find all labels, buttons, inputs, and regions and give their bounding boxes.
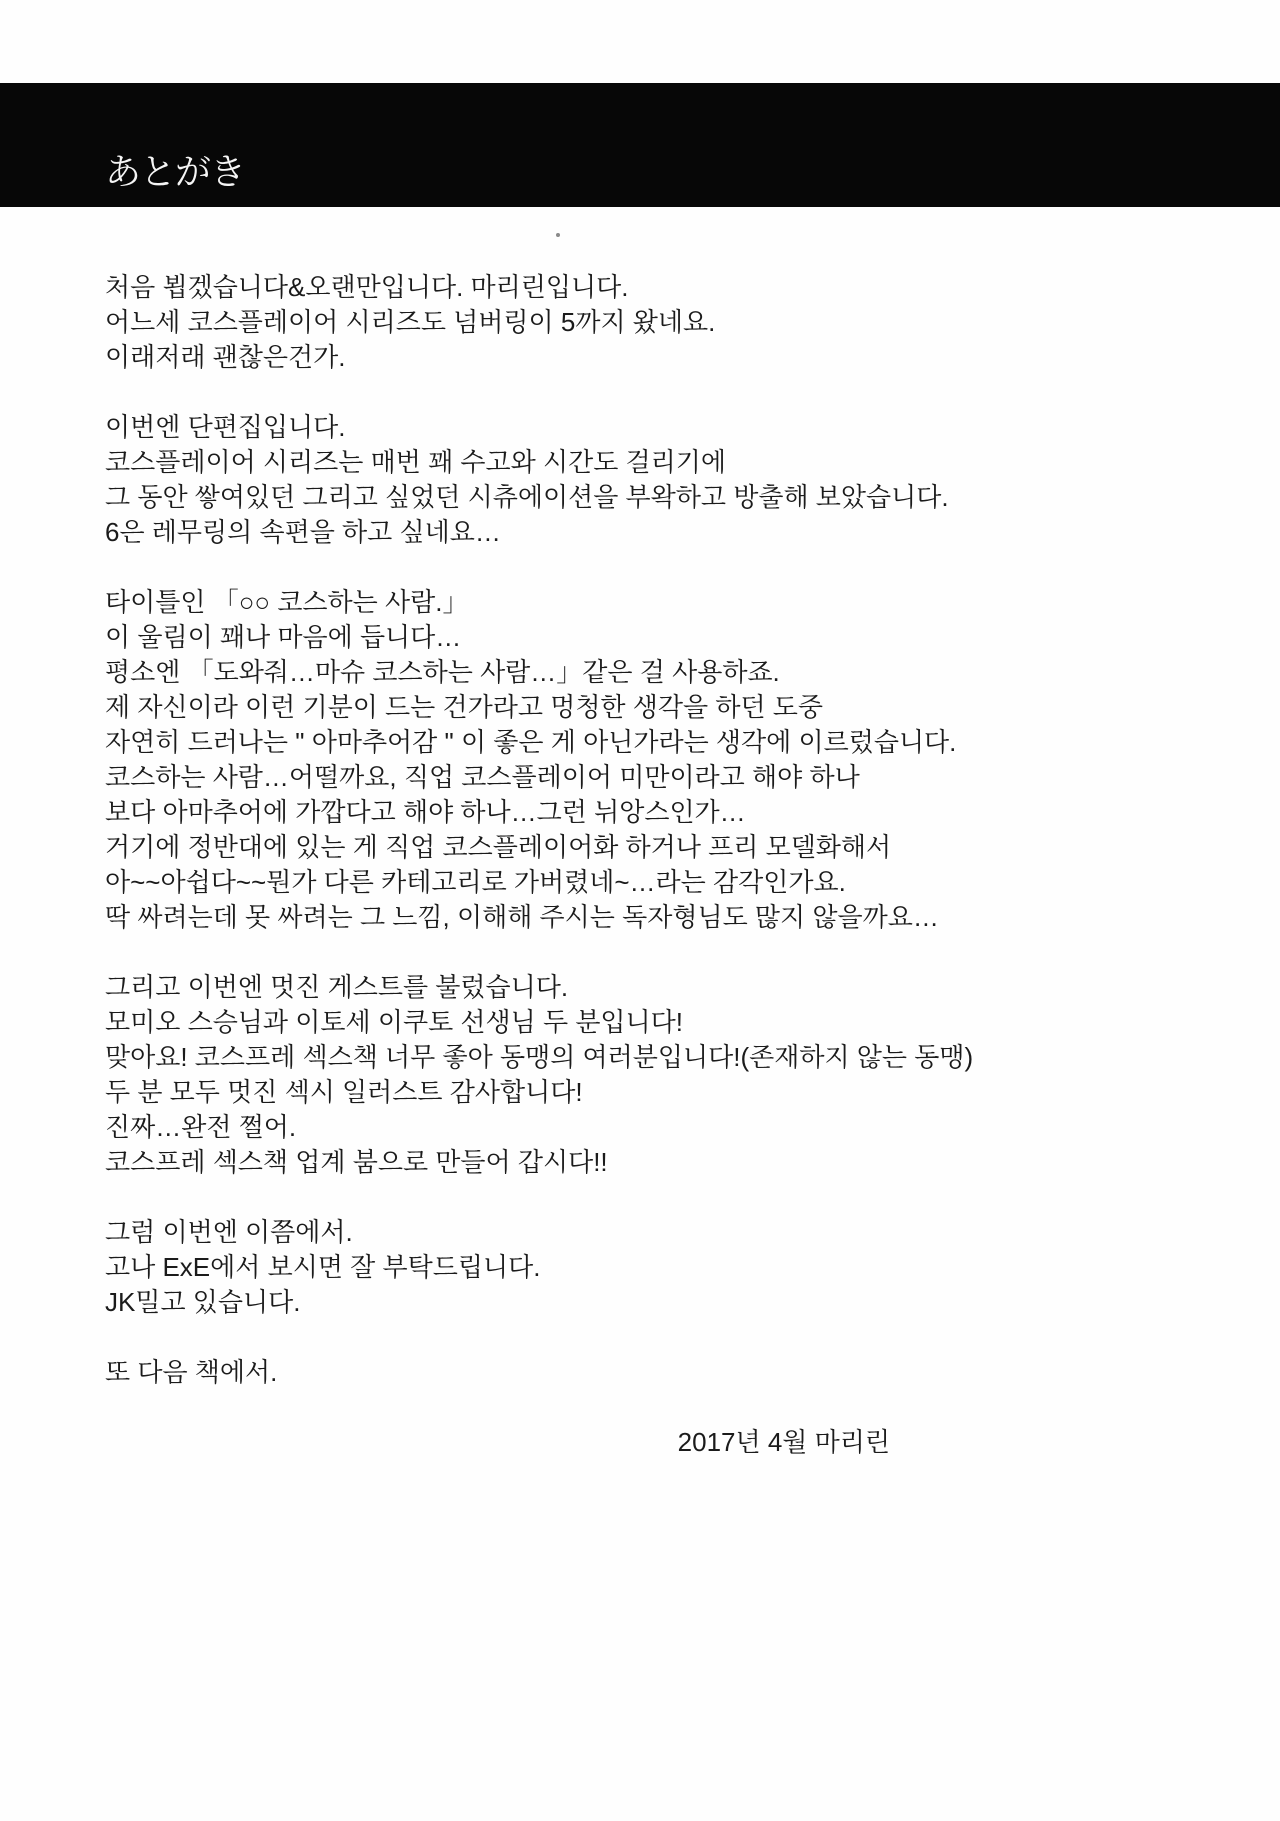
text-line: 두 분 모두 멋진 섹시 일러스트 감사합니다! [105, 1077, 583, 1107]
afterword-header-band [0, 83, 1280, 207]
text-line: 맞아요! 코스프레 섹스책 너무 좋아 동맹의 여러분입니다!(존재하지 않는 동맹) [105, 1042, 974, 1072]
text-line: 그 동안 쌓여있던 그리고 싶었던 시츄에이션을 부왁하고 방출해 보았습니다. [105, 482, 949, 512]
text-line: 코스플레이어 시리즈는 매번 꽤 수고와 시간도 걸리기에 [105, 447, 727, 477]
text-line: 고나 ExE에서 보시면 잘 부탁드립니다. [105, 1252, 541, 1282]
text-line: 자연히 드러나는 " 아마추어감 " 이 좋은 게 아닌가라는 생각에 이르렀습니다. [105, 727, 957, 757]
text-line: 타이틀인 「○○ 코스하는 사람.」 [105, 587, 469, 617]
text-line: JK밀고 있습니다. [105, 1287, 301, 1317]
paragraph-farewell [105, 1355, 950, 1390]
text-line: 처음 뵙겠습니다&오랜만입니다. 마리린입니다. [105, 272, 629, 302]
text-line: 그리고 이번엔 멋진 게스트를 불렀습니다. [105, 972, 569, 1002]
scan-speck [556, 233, 560, 237]
paragraph-short-stories [105, 410, 950, 550]
text-line: 어느세 코스플레이어 시리즈도 넘버링이 5까지 왔네요. [105, 307, 716, 337]
text-line: 이래저래 괜찮은건가. [105, 342, 346, 372]
text-line: 보다 아마추어에 가깝다고 해야 하나…그런 뉘앙스인가… [105, 797, 746, 827]
text-line: 딱 싸려는데 못 싸려는 그 느낌, 이해해 주시는 독자형님도 많지 않을까요… [105, 902, 939, 932]
page-title: あとがき [105, 151, 246, 192]
text-line: 이 울림이 꽤나 마음에 듭니다… [105, 622, 462, 652]
text-line: 또 다음 책에서. [105, 1357, 278, 1387]
text-line: 6은 레무링의 속편을 하고 싶네요… [105, 517, 501, 547]
text-line: 아~~아쉽다~~뭔가 다른 카테고리로 가버렸네~…라는 감각인가요. [105, 867, 846, 897]
text-line: 평소엔 「도와줘…마슈 코스하는 사람…」같은 걸 사용하죠. [105, 657, 780, 687]
text-line: 코스프레 섹스책 업계 붐으로 만들어 갑시다!! [105, 1147, 608, 1177]
text-line: 이번엔 단편집입니다. [105, 412, 346, 442]
paragraph-title-musings [105, 585, 957, 935]
paragraph-guests [105, 970, 974, 1180]
paragraph-closing [105, 1215, 950, 1320]
afterword-body [105, 270, 974, 1460]
text-line: 진짜…완전 쩔어. [105, 1112, 297, 1142]
text-line: 제 자신이라 이런 기분이 드는 건가라고 멍청한 생각을 하던 도중 [105, 692, 824, 722]
text-line: 코스하는 사람…어떨까요, 직업 코스플레이어 미만이라고 해야 하나 [105, 762, 860, 792]
text-line: 그럼 이번엔 이쯤에서. [105, 1217, 353, 1247]
text-line: 거기에 정반대에 있는 게 직업 코스플레이어화 하거나 프리 모델화해서 [105, 832, 892, 862]
signature-date: 2017년 4월 마리린 [677, 1427, 890, 1457]
text-line: 모미오 스승님과 이토세 이쿠토 선생님 두 분입니다! [105, 1007, 684, 1037]
paragraph-greeting [105, 270, 950, 375]
